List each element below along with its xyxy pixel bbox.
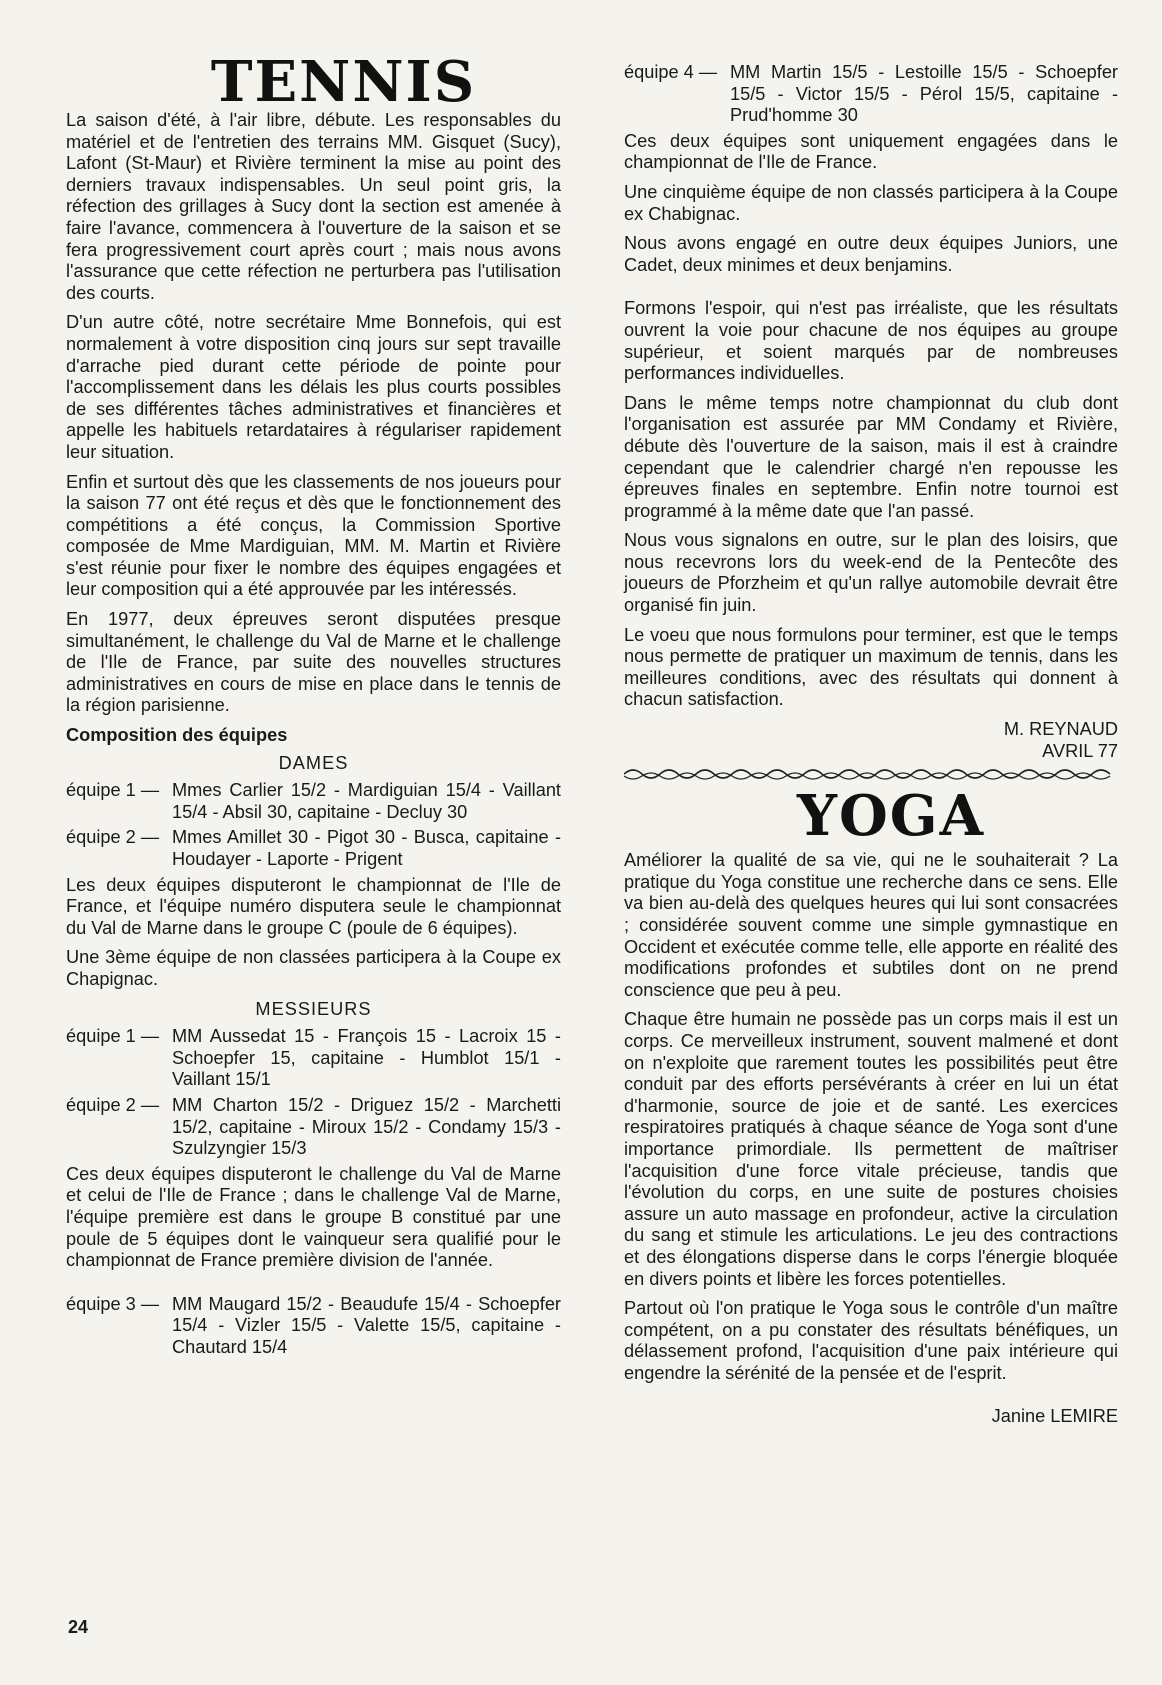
tennis-paragraph: Dans le même temps notre championnat du club dont l'organisation est assurée par MM Condamy et Rivière, débute dès l'ouverture de la saison, mais il est à craindre cependant que le calendrier chargé n'en repousse les épreuves finales en septembre. Enfin notre tournoi est programmé à la même date que l'an passé. bbox=[624, 392, 1118, 521]
team-label: équipe 2 — bbox=[66, 1094, 160, 1115]
tennis-paragraph: Le voeu que nous formulons pour terminer, est que le temps nous permette de pratiquer un maximum de tennis, dans les meilleures conditions, avec des résultats qui donnent à chacun satisfaction. bbox=[624, 624, 1118, 710]
team-members: Mmes Carlier 15/2 - Mardiguian 15/4 - Vaillant 15/4 - Absil 30, capitaine - Decluy 30 bbox=[172, 780, 561, 822]
team-label: équipe 4 — bbox=[624, 62, 718, 82]
tennis-date: AVRIL 77 bbox=[1042, 740, 1118, 761]
team-entry bbox=[66, 1095, 561, 1160]
team-entry bbox=[66, 1294, 561, 1359]
tennis-paragraph: Ces deux équipes sont uniquement engagées dans le championnat de l'Ile de France. bbox=[624, 130, 1118, 173]
left-column bbox=[66, 49, 561, 1362]
tennis-paragraph: La saison d'été, à l'air libre, débute. Les responsables du matériel et de l'entretien des terrains MM. Gisquet (Sucy), Lafont (St-Maur) et Rivière terminent la mise au point des derniers travaux indispensables. Un seul point gris, la réfection des grillages à Sucy dont la section est amenée à faire l'avance, commencera à l'ouverture de la saison et se fera progressivement court après court ; mais nous avons l'assurance que cette réfection ne perturbera pas l'utilisation des courts. bbox=[66, 110, 561, 303]
wavy-divider bbox=[624, 766, 1118, 782]
tennis-paragraph: Les deux équipes disputeront le championnat de l'Ile de France, et l'équipe numéro disputera seule le championnat du Val de Marne dans le groupe C (poule de 6 équipes). bbox=[66, 874, 561, 938]
team-members: MM Aussedat 15 - François 15 - Lacroix 15 - Schoepfer 15, capitaine - Humblot 15/1 - Vaillant 15/1 bbox=[172, 1026, 561, 1090]
team-entry bbox=[66, 827, 561, 870]
team-label: équipe 3 — bbox=[66, 1293, 160, 1314]
team-members: MM Charton 15/2 - Driguez 15/2 - Marchetti 15/2, capitaine - Miroux 15/2 - Condamy 15/3 - Szulzyngier 15/3 bbox=[172, 1094, 561, 1159]
tennis-paragraph: En 1977, deux épreuves seront disputées presque simultanément, le challenge du Val de Marne et le challenge de l'Ile de France, par suite des nouvelles structures administratives en cours de mise en place dans le tennis de la région parisienne. bbox=[66, 609, 561, 716]
yoga-paragraph: Chaque être humain ne possède pas un corps mais il est un corps. Ce merveilleux instrument, souvent malmené et dont on n'exploite que rarement toutes les possibilités peut être conduit par des efforts persévérants à créer en lui un état d'harmonie, source de joie et de santé. Les exercices respiratoires pratiqués à chaque séance de Yoga sont d'une importance primordiale. Ils permettent de maîtriser l'acquisition d'une force vitale précieuse, tandis que l'évolution du corps, en une suite de postures choisies assure un auto massage en profondeur, active la circulation du sang et stimule les articulations. Le jeu des contractions et des élongations disperse dans le corps l'énergie bloquée en divers points et libère les forces potentielles. bbox=[624, 1009, 1118, 1289]
right-column bbox=[624, 62, 1118, 1428]
yoga-author: Janine LEMIRE bbox=[991, 1406, 1118, 1427]
team-entry bbox=[66, 780, 561, 823]
spacer bbox=[624, 1392, 1118, 1406]
tennis-paragraph: Formons l'espoir, qui n'est pas irréaliste, que les résultats ouvrent la voie pour chacune de nos équipes au groupe supérieur, et soient marqués par de nombreuses performances individuelles. bbox=[624, 298, 1118, 384]
team-members: MM Maugard 15/2 - Beaudufe 15/4 - Schoepfer 15/4 - Vizler 15/5 - Valette 15/5, capitaine - Chautard 15/4 bbox=[172, 1293, 561, 1357]
team-label: équipe 1 — bbox=[66, 780, 160, 801]
tennis-title: TENNIS bbox=[210, 49, 477, 115]
team-entry bbox=[624, 62, 1118, 127]
tennis-paragraph: Nous vous signalons en outre, sur le plan des loisirs, que nous recevrons lors du week-end de la Pentecôte des joueurs de Pforzheim et qu'un rallye automobile devrait être organisé fin juin. bbox=[624, 530, 1118, 616]
dames-heading: DAMES bbox=[278, 752, 349, 773]
composition-heading: Composition des équipes bbox=[66, 725, 288, 746]
tennis-paragraph: D'un autre côté, notre secrétaire Mme Bonnefois, qui est normalement à votre disposition cinq jours sur sept travaille d'arrache pied durant cette période de pointe pour l'accomplissement dans les délais les plus courts possibles de ses différentes tâches administratives et financières et appelle les habituels retardataires à régulariser rapidement leur situation. bbox=[66, 312, 561, 462]
page-number: 24 bbox=[68, 1617, 89, 1637]
tennis-author: M. REYNAUD bbox=[1003, 719, 1118, 740]
team-members: MM Martin 15/5 - Lestoille 15/5 - Schoepfer 15/5 - Victor 15/5 - Pérol 15/5, capitaine - Prud'homme 30 bbox=[730, 62, 1118, 126]
spacer bbox=[66, 1280, 561, 1294]
team-label: équipe 1 — bbox=[66, 1026, 160, 1047]
team-members: Mmes Amillet 30 - Pigot 30 - Busca, capitaine - Houdayer - Laporte - Prigent bbox=[172, 827, 561, 869]
tennis-paragraph: Ces deux équipes disputeront le challenge du Val de Marne et celui de l'Ile de France ; dans le challenge Val de Marne, l'équipe première est dans le groupe B constitué par une poule de 5 équipes dont le vainqueur sera qualifié pour le championnat de France première division de l'année. bbox=[66, 1163, 561, 1271]
team-entry bbox=[66, 1026, 561, 1091]
yoga-paragraph: Partout où l'on pratique le Yoga sous le contrôle d'un maître compétent, on a pu constater des résultats bénéfiques, un délassement profond, l'acquisition d'une paix intérieure qui engendre la sérénité de la pensée et de l'esprit. bbox=[624, 1298, 1118, 1383]
yoga-paragraph: Améliorer la qualité de sa vie, qui ne le souhaiterait ? La pratique du Yoga constitue une recherche dans ce sens. Elle va bien au-delà des quelques heures qui lui sont consacrées ; considérée souvent comme une simple gymnastique en Occident et exécutée comme telle, elle apporte en réalité des modifications profondes et subtiles dont on ne prend conscience que peu à peu. bbox=[624, 850, 1118, 1000]
tennis-paragraph: Une 3ème équipe de non classées participera à la Coupe ex Chapignac. bbox=[66, 947, 561, 989]
yoga-title: YOGA bbox=[796, 783, 986, 850]
spacer bbox=[624, 284, 1118, 298]
team-label: équipe 2 — bbox=[66, 827, 160, 848]
messieurs-heading: MESSIEURS bbox=[255, 998, 372, 1019]
tennis-paragraph: Nous avons engagé en outre deux équipes Juniors, une Cadet, deux minimes et deux benjamins. bbox=[624, 233, 1118, 275]
tennis-paragraph: Enfin et surtout dès que les classements de nos joueurs pour la saison 77 ont été reçus et dès que le fonctionnement des compétitions a été conçus, la Commission Sportive composée de Mme Mardiguian, MM. M. Martin et Rivière s'est réunie pour fixer le nombre des équipes engagées et leur composition qui a été approuvée par les intéressés. bbox=[66, 471, 561, 600]
tennis-paragraph: Une cinquième équipe de non classés participera à la Coupe ex Chabignac. bbox=[624, 181, 1118, 224]
